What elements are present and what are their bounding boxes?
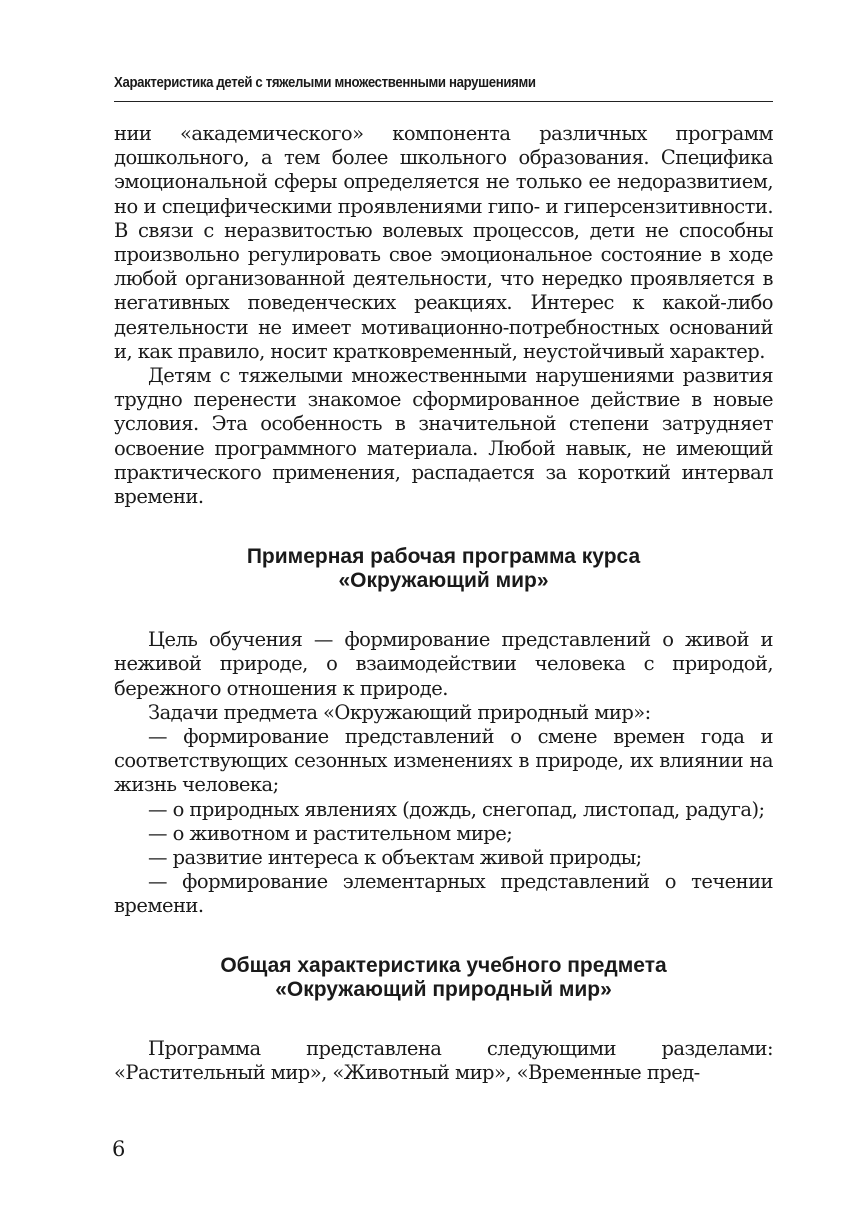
paragraph: Задачи предмета «Окружающий природный мир»: [148, 700, 651, 724]
section-heading-line: «Окружающий мир» [338, 569, 549, 593]
list-item: — развитие интереса к объектам живой природы; [148, 846, 642, 870]
paragraph: Детям с тяжелыми множественными нарушениями развития трудно перенести знакомое сформированное действие в новые условия. Эта особенность в значительной степени затрудняет освоение программного материала. Любой навык, не имеющий практического применения, распадается за короткий интервал времени. [114, 364, 773, 509]
section-heading-work-program [114, 545, 773, 593]
section-heading-line: Общая характеристика учебного предмета [220, 953, 667, 977]
section-heading-line: «Окружающий природный мир» [275, 977, 612, 1001]
list-item: — о природных явлениях (дождь, снегопад, листопад, радуга); [148, 797, 765, 821]
section-heading-general-characteristics [114, 954, 773, 1002]
paragraph: Цель обучения — формирование представлений о живой и неживой природе, о взаимодействии человека с природой, бережного отношения к природе. [114, 628, 773, 700]
list-item: — формирование элементарных представлений о течении времени. [114, 870, 773, 918]
paragraph: Программа представлена следующими разделами: «Растительный мир», «Животный мир», «Временные пред- [114, 1036, 773, 1084]
paragraph: нии «академического» компонента различных программ дошкольного, а тем более школьного образования. Специфика эмоциональной сферы определяется не только ее недоразвитием, но и специфическими проявлениями гипо- и гиперсензитивности. В связи с неразвитостью волевых процессов, дети не способны произвольно регулировать свое эмоциональное состояние в ходе любой организованной деятельности, что нередко проявляется в негативных поведенческих реакциях. Интерес к какой-либо деятельности не имеет мотивационно-потребностных оснований и, как правило, носит кратковременный, неустойчивый характер. [114, 122, 773, 363]
list-item: — о животном и растительном мире; [148, 821, 513, 845]
section-heading-line: Примерная рабочая программа курса [246, 545, 641, 569]
header-rule [114, 101, 773, 102]
list-item: — формирование представлений о смене времен года и соответствующих сезонных изменениях в природе, их влиянии на жизнь человека; [114, 725, 773, 797]
page-number: 6 [112, 1137, 126, 1161]
running-head: Характеристика детей с тяжелыми множественными нарушениями [114, 74, 536, 91]
page-body [114, 122, 773, 1085]
